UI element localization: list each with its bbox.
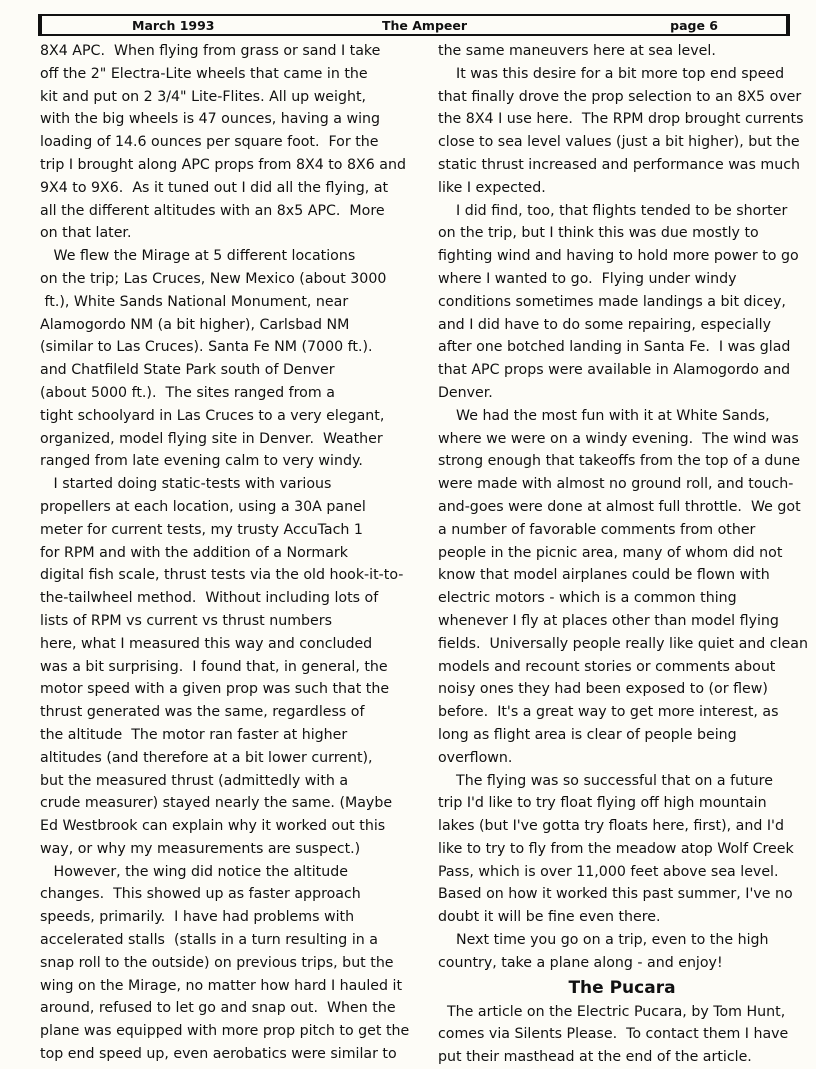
text-line: wing on the Mirage, no matter how hard I hauled it bbox=[40, 977, 403, 994]
text-line: Alamogordo NM (a bit higher), Carlsbad NM bbox=[40, 316, 350, 333]
header-page-number: page 6 bbox=[670, 18, 718, 33]
text-line: on that later. bbox=[40, 225, 132, 242]
text-line: was a bit surprising. I found that, in general, the bbox=[40, 658, 388, 675]
text-line: long as flight area is clear of people being bbox=[438, 726, 737, 743]
right-column-article-text bbox=[438, 1001, 806, 1069]
header-date: March 1993 bbox=[132, 18, 215, 33]
text-line: noisy ones they had been exposed to (or flew) bbox=[438, 681, 768, 698]
text-line: people in the picnic area, many of whom did not bbox=[438, 544, 783, 561]
text-line: trip I brought along APC props from 8X4 to 8X6 and bbox=[40, 156, 406, 173]
text-line: with the big wheels is 47 ounces, having a wing bbox=[40, 111, 381, 128]
text-line: 8X4 APC. When flying from grass or sand I take bbox=[40, 43, 381, 59]
text-line: crude measurer) stayed nearly the same. (Maybe bbox=[40, 795, 393, 812]
text-line: The article on the Electric Pucara, by Tom Hunt, bbox=[438, 1003, 786, 1020]
text-line: loading of 14.6 ounces per square foot. For the bbox=[40, 134, 379, 151]
text-line: strong enough that takeoffs from the top of a dune bbox=[438, 453, 801, 470]
text-line: and-goes were done at almost full throttle. We got bbox=[438, 498, 801, 515]
text-line: lakes (but I've gotta try floats here, first), and I'd bbox=[438, 818, 784, 835]
text-line: overflown. bbox=[438, 749, 513, 766]
text-line: speeds, primarily. I have had problems with bbox=[40, 909, 355, 926]
text-line: static thrust increased and performance was much bbox=[438, 156, 800, 173]
text-line: meter for current tests, my trusty AccuTach 1 bbox=[40, 521, 363, 538]
text-line: here, what I measured this way and concluded bbox=[40, 635, 373, 652]
text-line: the altitude The motor ran faster at higher bbox=[40, 726, 348, 743]
text-line: on the trip; Las Cruces, New Mexico (about 3000 bbox=[40, 270, 387, 287]
text-line: (similar to Las Cruces). Santa Fe NM (7000 ft.). bbox=[40, 339, 373, 356]
text-line: I did find, too, that flights tended to be shorter bbox=[438, 202, 788, 219]
text-line: We had the most fun with it at White Sands, bbox=[438, 407, 770, 424]
text-line: that APC props were available in Alamogordo and bbox=[438, 362, 791, 379]
text-line: lists of RPM vs current vs thrust numbers bbox=[40, 612, 332, 629]
text-line: where I wanted to go. Flying under windy bbox=[438, 270, 737, 287]
text-line: country, take a plane along - and enjoy! bbox=[438, 954, 723, 971]
text-line: kit and put on 2 3/4" Lite-Flites. All up weight, bbox=[40, 88, 367, 105]
text-line: like to try to fly from the meadow atop Wolf Creek bbox=[438, 840, 794, 857]
text-line: know that model airplanes could be flown with bbox=[438, 567, 770, 584]
text-line: before. It's a great way to get more interest, as bbox=[438, 704, 779, 721]
text-line: and Chatfileld State Park south of Denver bbox=[40, 362, 335, 379]
text-line: that finally drove the prop selection to an 8X5 over bbox=[438, 88, 802, 105]
text-line: for RPM and with the addition of a Normark bbox=[40, 544, 348, 561]
page-header bbox=[38, 14, 790, 36]
right-column-text bbox=[438, 40, 806, 975]
text-line: accelerated stalls (stalls in a turn resulting in a bbox=[40, 932, 378, 949]
text-line: trip I'd like to try float flying off high mountain bbox=[438, 795, 767, 812]
text-line: models and recount stories or comments about bbox=[438, 658, 776, 675]
text-line: a number of favorable comments from other bbox=[438, 521, 756, 538]
text-line: propellers at each location, using a 30A panel bbox=[40, 498, 366, 515]
text-line: the 8X4 I use here. The RPM drop brought currents bbox=[438, 111, 804, 128]
text-line: off the 2" Electra-Lite wheels that came in the bbox=[40, 65, 368, 82]
text-line: but the measured thrust (admittedly with a bbox=[40, 772, 349, 789]
text-line: Next time you go on a trip, even to the high bbox=[438, 932, 769, 949]
text-line: like I expected. bbox=[438, 179, 546, 196]
text-line: snap roll to the outside) on previous trips, but the bbox=[40, 954, 394, 971]
text-line: However, the wing did notice the altitude bbox=[40, 863, 348, 880]
text-line: altitudes (and therefore at a bit lower current), bbox=[40, 749, 373, 766]
section-heading: The Pucara bbox=[568, 977, 676, 998]
text-line: ft.), White Sands National Monument, near bbox=[40, 293, 349, 310]
header-title: The Ampeer bbox=[382, 18, 468, 33]
text-line: whenever I fly at places other than model flying bbox=[438, 612, 779, 629]
text-line: fighting wind and having to hold more power to go bbox=[438, 248, 799, 265]
text-line: the-tailwheel method. Without including lots of bbox=[40, 590, 379, 607]
text-line: where we were on a windy evening. The wind was bbox=[438, 430, 799, 447]
left-column bbox=[40, 40, 412, 1066]
text-line: changes. This showed up as faster approach bbox=[40, 886, 361, 903]
text-line: around, refused to let go and snap out. When the bbox=[40, 1000, 396, 1017]
text-line: on the trip, but I think this was due mostly to bbox=[438, 225, 759, 242]
text-line: Denver. bbox=[438, 384, 493, 401]
text-line: put their masthead at the end of the article. bbox=[438, 1049, 752, 1066]
text-line: digital fish scale, thrust tests via the old hook-it-to- bbox=[40, 567, 404, 584]
text-line: comes via Silents Please. To contact them I have bbox=[438, 1026, 789, 1043]
text-line: way, or why my measurements are suspect.) bbox=[40, 840, 361, 857]
text-line: doubt it will be fine even there. bbox=[438, 909, 661, 926]
text-line: 9X4 to 9X6. As it tuned out I did all the flying, at bbox=[40, 179, 389, 196]
text-line: close to sea level values (just a bit higher), but the bbox=[438, 134, 800, 151]
text-line: thrust generated was the same, regardless of bbox=[40, 704, 365, 721]
text-line: We flew the Mirage at 5 different locations bbox=[40, 248, 356, 265]
text-line: top end speed up, even aerobatics were similar to bbox=[40, 1046, 397, 1063]
text-line: after one botched landing in Santa Fe. I was glad bbox=[438, 339, 791, 356]
text-line: motor speed with a given prop was such that the bbox=[40, 681, 390, 698]
text-line: the same maneuvers here at sea level. bbox=[438, 43, 716, 59]
text-line: and I did have to do some repairing, especially bbox=[438, 316, 772, 333]
text-line: organized, model flying site in Denver. Weather bbox=[40, 430, 383, 447]
text-line: Ed Westbrook can explain why it worked out this bbox=[40, 818, 386, 835]
text-line: conditions sometimes made landings a bit dicey, bbox=[438, 293, 786, 310]
text-line: plane was equipped with more prop pitch to get the bbox=[40, 1023, 410, 1040]
text-line: fields. Universally people really like quiet and clean bbox=[438, 635, 808, 652]
text-line: Pass, which is over 11,000 feet above sea level. bbox=[438, 863, 779, 880]
text-line: all the different altitudes with an 8x5 APC. More bbox=[40, 202, 385, 219]
text-line: The flying was so successful that on a future bbox=[438, 772, 773, 789]
text-line: ranged from late evening calm to very windy. bbox=[40, 453, 363, 470]
right-column bbox=[438, 40, 806, 1069]
text-line: tight schoolyard in Las Cruces to a very elegant, bbox=[40, 407, 385, 424]
text-line: I started doing static-tests with various bbox=[40, 476, 332, 493]
text-line: electric motors - which is a common thing bbox=[438, 590, 737, 607]
text-line: were made with almost no ground roll, and touch- bbox=[438, 476, 794, 493]
text-line: Based on how it worked this past summer, I've no bbox=[438, 886, 793, 903]
text-line: (about 5000 ft.). The sites ranged from a bbox=[40, 384, 335, 401]
text-line: It was this desire for a bit more top end speed bbox=[438, 65, 785, 82]
